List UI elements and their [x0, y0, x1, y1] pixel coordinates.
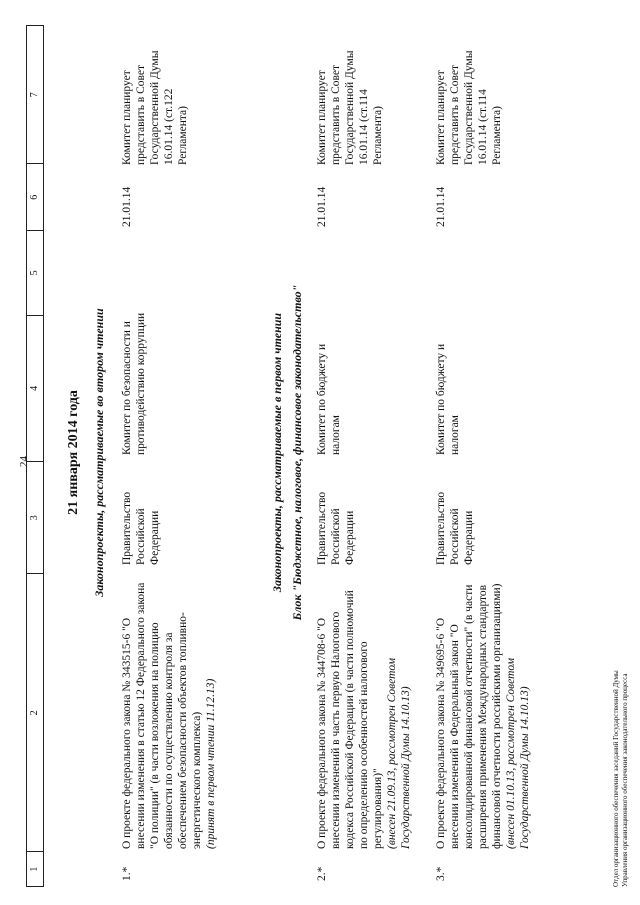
- column-header-6: 6: [27, 163, 43, 230]
- review-date: 21.01.14: [316, 186, 328, 227]
- section-first-reading: Законопроекты, рассматриваемые в первом чтении: [270, 312, 284, 593]
- bill-author: Правительство Российской Федерации: [316, 491, 356, 565]
- bill-title: О проекте федерального закона № 349695-6 "О внесении изменений в Федеральный закон "О консолидированной финансовой отчетности" (в части расширения применения Международных стандартов финансовой отчетности российскими организациями): [435, 583, 503, 849]
- column-header-1: 1: [27, 851, 43, 886]
- responsible-committee: Комитет по бюджету и налогам: [435, 343, 461, 455]
- bill-note: (внесен 01.10.13, рассмотрен Советом Государственной Думы 14.10.13): [505, 657, 531, 849]
- column-header-4: 4: [27, 315, 43, 461]
- review-date: 21.01.14: [121, 186, 133, 227]
- bill-title-cell: [315, 579, 413, 849]
- footer-directorate: Управления организационного обеспечения законодательного процесса: [621, 673, 629, 887]
- bill-title: О проекте федерального закона № 343515-6 "О внесении изменения в статью 12 Федерального закона "О полиции" (в части возложения на полицию обязанности по осуществлению контроля за обеспечением безопасности объектов топливно-энергетического комплекса): [121, 582, 203, 849]
- column-header-row: [26, 25, 44, 887]
- row-number: 3.*: [435, 866, 447, 881]
- bill-author: Правительство Российской Федерации: [435, 491, 475, 565]
- row-number: 1.*: [121, 866, 133, 881]
- bill-title-cell: [120, 579, 218, 849]
- page-number: 24: [18, 456, 30, 467]
- responsible-committee: Комитет по безопасности и противодействию коррупции: [121, 312, 147, 455]
- column-header-7: 7: [29, 92, 40, 98]
- bill-note: (внесен 21.09.13, рассмотрен Советом Государственной Думы 14.10.13): [386, 657, 412, 849]
- bill-author: Правительство Российской Федерации: [121, 491, 161, 565]
- footer-department: Отдел организационного обеспечения заседаний Государственной Думы: [612, 670, 620, 887]
- column-header-2: 2: [27, 573, 43, 851]
- row-number: 2.*: [316, 866, 328, 881]
- committee-status: Комитет планирует представить в Совет Государственной Думы 16.01.14 (ст.122 Регламента): [121, 50, 189, 165]
- bill-title: О проекте федерального закона № 344708-6 "О внесении изменений в часть первую Налогового кодекса Российской Федерации (в части полномочий по определению особенностей налогового регулирования)": [316, 590, 384, 849]
- block-title: Блок "Бюджетное, налоговое, финансовое законодательство": [290, 284, 304, 621]
- responsible-committee: Комитет по бюджету и налогам: [316, 343, 342, 455]
- committee-status: Комитет планирует представить в Совет Государственной Думы 16.01.14 (ст.114 Регламента): [316, 50, 384, 165]
- bill-note: (принят в первом чтении 11.12.13): [205, 678, 217, 849]
- column-header-5: 5: [27, 230, 43, 315]
- footer: [612, 670, 630, 887]
- committee-status: Комитет планирует представить в Совет Государственной Думы 16.01.14 (ст.114 Регламента): [435, 50, 503, 165]
- column-header-3: 3: [27, 461, 43, 573]
- review-date: 21.01.14: [435, 186, 447, 227]
- date-heading: 21 января 2014 года: [66, 390, 81, 515]
- bill-title-cell: [434, 579, 532, 849]
- section-second-reading: Законопроекты, рассматриваемые во втором чтении: [92, 308, 106, 597]
